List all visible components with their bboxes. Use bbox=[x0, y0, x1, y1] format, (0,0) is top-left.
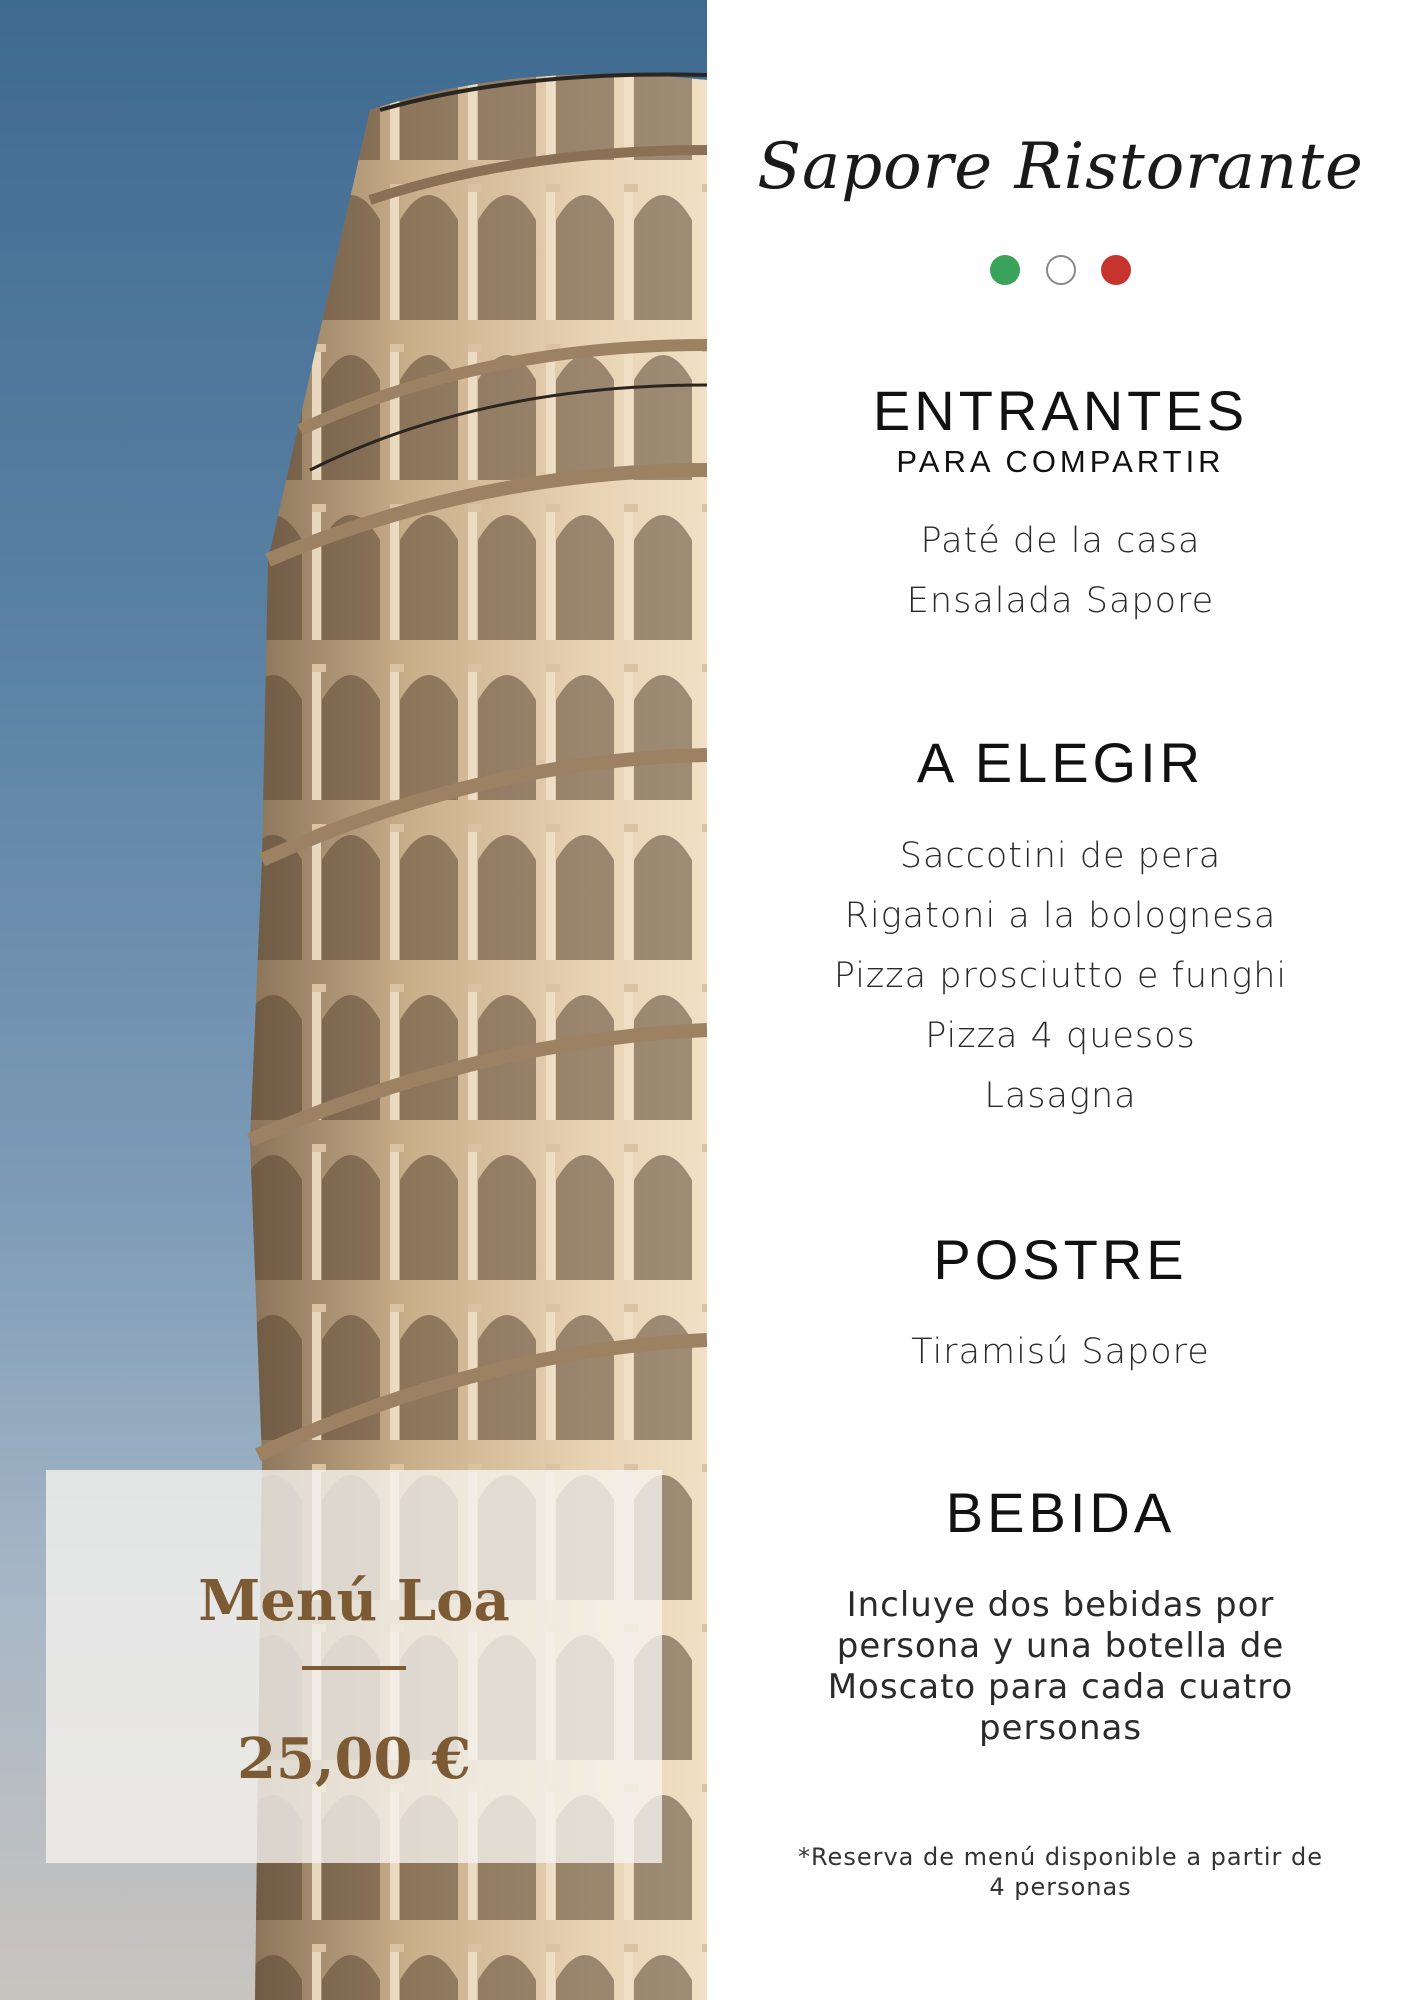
italian-flag-dots bbox=[707, 255, 1414, 285]
bebida-description: Incluye dos bebidas por persona y una botella de Moscato para cada cuatro personas bbox=[827, 1585, 1294, 1748]
list-item: Ensalada Sapore bbox=[906, 581, 1215, 621]
section-title-bebida: BEBIDA bbox=[945, 1481, 1176, 1544]
white-dot bbox=[1046, 255, 1076, 285]
menu-price-card bbox=[46, 1470, 662, 1863]
list-item: Saccotini de pera bbox=[899, 836, 1222, 876]
menu-name: Menú Loa bbox=[198, 1568, 510, 1634]
section-title-entrantes: ENTRANTES bbox=[872, 379, 1249, 442]
entrantes-list bbox=[707, 511, 1414, 631]
elegir-list bbox=[707, 826, 1414, 1126]
list-item: Pizza prosciutto e funghi bbox=[833, 956, 1288, 996]
reservation-footnote: *Reserva de menú disponible a partir de 4 personas bbox=[797, 1843, 1324, 1901]
section-subtitle-entrantes: PARA COMPARTIR bbox=[896, 444, 1225, 479]
green-dot bbox=[990, 255, 1020, 285]
list-item: Pizza 4 quesos bbox=[925, 1016, 1196, 1056]
list-item: Tiramisú Sapore bbox=[911, 1332, 1210, 1372]
section-title-postre: POSTRE bbox=[933, 1228, 1188, 1291]
postre-list bbox=[707, 1322, 1414, 1382]
menu-panel bbox=[707, 0, 1414, 2000]
red-dot bbox=[1101, 255, 1131, 285]
menu-price: 25,00 € bbox=[237, 1726, 471, 1792]
restaurant-name: Sapore Ristorante bbox=[757, 130, 1364, 204]
price-divider bbox=[302, 1666, 406, 1670]
list-item: Paté de la casa bbox=[920, 521, 1201, 561]
list-item: Lasagna bbox=[984, 1076, 1137, 1116]
section-title-elegir: A ELEGIR bbox=[916, 731, 1205, 794]
list-item: Rigatoni a la bolognesa bbox=[844, 896, 1277, 936]
